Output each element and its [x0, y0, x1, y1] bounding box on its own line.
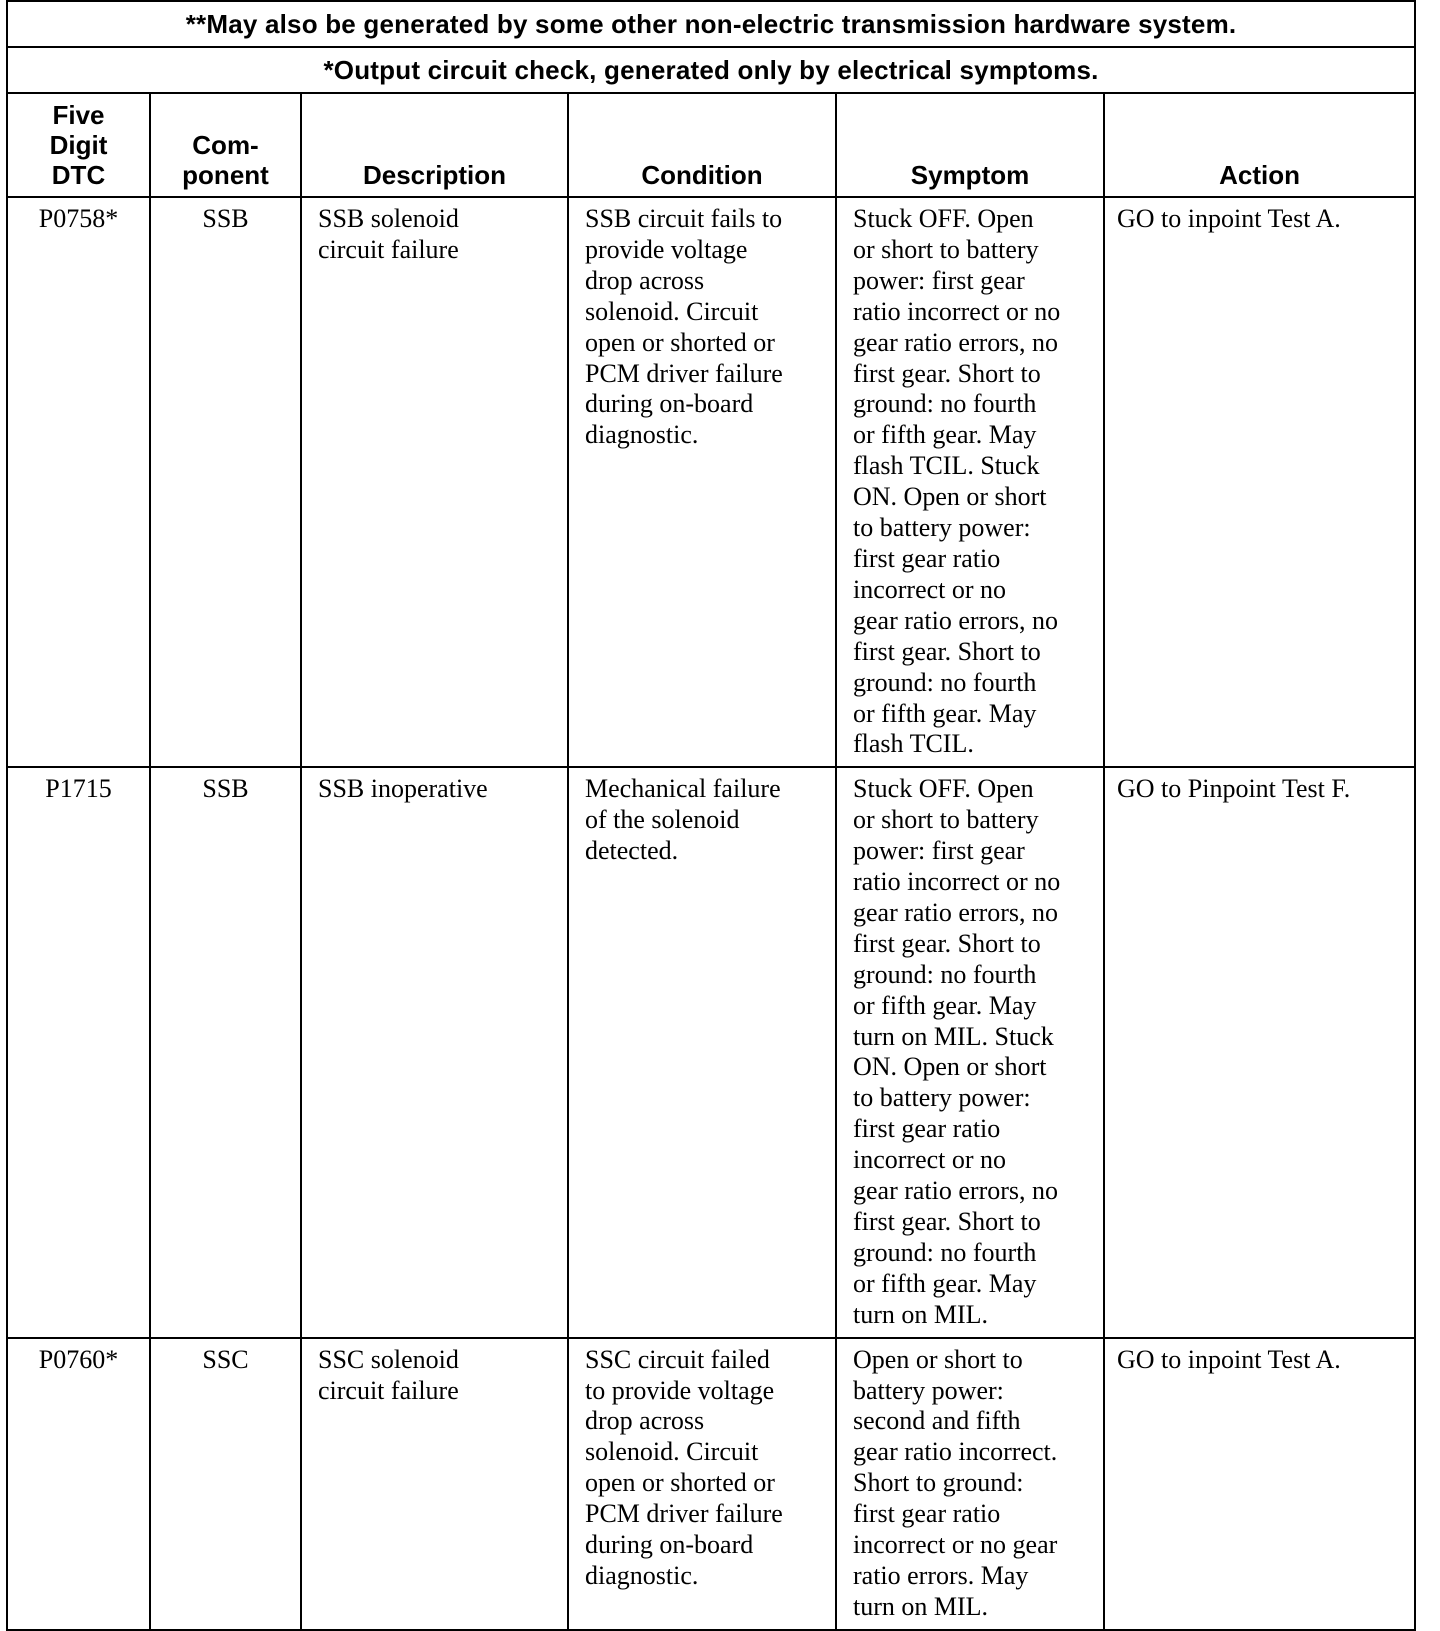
text-line: gear ratio errors, no — [853, 605, 1059, 635]
header-component-line: Com- — [192, 130, 259, 160]
text-line: or short to battery — [853, 805, 1039, 835]
note-row-hardware — [7, 1, 1415, 47]
description — [301, 1338, 568, 1630]
symptom — [836, 1338, 1104, 1630]
text-line: first gear. Short to — [853, 1207, 1041, 1236]
text-line: open or shorted or — [585, 327, 775, 357]
text-line: or fifth gear. May — [853, 698, 1037, 728]
text-line: flash TCIL. — [853, 729, 974, 759]
dtc-code: P0760* — [7, 1338, 150, 1630]
text-line: or fifth gear. May — [853, 1268, 1037, 1298]
text-line: circuit failure — [318, 234, 459, 264]
header-description: Description — [301, 93, 568, 197]
text-line: first gear. Short to — [853, 636, 1041, 666]
text-line: Stuck OFF. Open — [853, 774, 1034, 804]
text-line: circuit failure — [318, 1375, 459, 1405]
text-line: to battery power: — [853, 513, 1031, 543]
text-line: first gear ratio — [853, 1114, 1001, 1144]
text-line: during on-board — [585, 1530, 754, 1560]
text-line: ratio errors. May — [853, 1560, 1029, 1590]
text-line: or fifth gear. May — [853, 990, 1037, 1020]
note-output-circuit-check: *Output circuit check, generated only by electrical symptoms. — [7, 47, 1415, 93]
text-line: ground: no fourth — [853, 959, 1037, 989]
text-line: power: first gear — [853, 265, 1025, 295]
text-line: first gear ratio — [853, 543, 1001, 573]
text-line: second and fifth — [853, 1406, 1021, 1436]
table-row — [7, 197, 1415, 767]
component: SSB — [150, 197, 301, 767]
symptom — [836, 767, 1104, 1337]
text-line: flash TCIL. Stuck — [853, 451, 1040, 481]
text-line: detected. — [585, 836, 679, 866]
text-line: gear ratio errors, no — [853, 897, 1059, 927]
text-line: first gear ratio — [853, 1499, 1001, 1529]
text-line: solenoid. Circuit — [585, 296, 759, 326]
text-line: to provide voltage — [585, 1375, 775, 1405]
text-line: ON. Open or short — [853, 1052, 1047, 1082]
text-line: turn on MIL. — [853, 1299, 989, 1329]
text-line: PCM driver failure — [585, 1499, 783, 1529]
condition — [568, 197, 836, 767]
text-line: open or shorted or — [585, 1468, 775, 1498]
text-line: SSC solenoid — [318, 1344, 459, 1374]
action: GO to inpoint Test A. — [1104, 197, 1415, 767]
text-line: ON. Open or short — [853, 482, 1047, 512]
text-line: of the solenoid — [585, 805, 740, 835]
dtc-code: P1715 — [7, 767, 150, 1337]
text-line: turn on MIL. Stuck — [853, 1021, 1054, 1051]
text-line: PCM driver failure — [585, 358, 783, 388]
table-row — [7, 767, 1415, 1337]
text-line: provide voltage — [585, 234, 748, 264]
text-line: gear ratio errors, no — [853, 327, 1059, 357]
action: GO to inpoint Test A. — [1104, 1338, 1415, 1630]
text-line: ratio incorrect or no — [853, 296, 1061, 326]
text-line: diagnostic. — [585, 420, 699, 450]
text-line: or fifth gear. May — [853, 420, 1037, 450]
text-line: first gear. Short to — [853, 928, 1041, 958]
component: SSC — [150, 1338, 301, 1630]
header-dtc-line: DTC — [51, 160, 106, 190]
condition — [568, 1338, 836, 1630]
text-line: SSB circuit fails to — [585, 204, 783, 233]
header-component — [150, 93, 301, 197]
header-component-line: ponent — [182, 160, 269, 190]
text-line: or short to battery — [853, 234, 1039, 264]
table-row — [7, 1338, 1415, 1630]
description — [301, 197, 568, 767]
text-line: incorrect or no — [853, 1145, 1007, 1175]
text-line: solenoid. Circuit — [585, 1437, 759, 1467]
text-line: ground: no fourth — [853, 667, 1037, 697]
note-row-output-circuit — [7, 47, 1415, 93]
text-line: SSC circuit failed — [585, 1344, 770, 1374]
note-hardware-system: **May also be generated by some other non-electric transmission hardware system. — [7, 1, 1415, 47]
header-dtc-line: Five — [52, 100, 105, 130]
text-line: SSB solenoid — [318, 204, 459, 233]
header-symptom: Symptom — [836, 93, 1104, 197]
symptom — [836, 197, 1104, 767]
description — [301, 767, 568, 1337]
dtc-code: P0758* — [7, 197, 150, 767]
header-condition: Condition — [568, 93, 836, 197]
text-line: Open or short to — [853, 1344, 1023, 1374]
text-line: power: first gear — [853, 836, 1025, 866]
header-five-digit-dtc — [7, 93, 150, 197]
text-line: drop across — [585, 1406, 705, 1436]
text-line: incorrect or no — [853, 574, 1007, 604]
condition — [568, 767, 836, 1337]
text-line: ground: no fourth — [853, 389, 1037, 419]
dtc-reference-sheet — [6, 0, 1414, 1631]
text-line: to battery power: — [853, 1083, 1031, 1113]
text-line: battery power: — [853, 1375, 1004, 1405]
text-line: Short to ground: — [853, 1468, 1024, 1498]
text-line: drop across — [585, 265, 705, 295]
action: GO to Pinpoint Test F. — [1104, 767, 1415, 1337]
text-line: SSB inoperative — [318, 774, 488, 804]
text-line: incorrect or no gear — [853, 1530, 1058, 1560]
text-line: gear ratio incorrect. — [853, 1437, 1058, 1467]
text-line: Mechanical failure — [585, 774, 781, 804]
text-line: diagnostic. — [585, 1560, 699, 1590]
header-dtc-line: Digit — [49, 130, 108, 160]
component: SSB — [150, 767, 301, 1337]
text-line: turn on MIL. — [853, 1591, 989, 1621]
dtc-table — [6, 0, 1416, 1631]
text-line: ground: no fourth — [853, 1237, 1037, 1267]
text-line: during on-board — [585, 389, 754, 419]
text-line: gear ratio errors, no — [853, 1176, 1059, 1206]
header-action: Action — [1104, 93, 1415, 197]
header-row — [7, 93, 1415, 197]
text-line: ratio incorrect or no — [853, 867, 1061, 897]
text-line: Stuck OFF. Open — [853, 204, 1034, 233]
text-line: first gear. Short to — [853, 358, 1041, 388]
